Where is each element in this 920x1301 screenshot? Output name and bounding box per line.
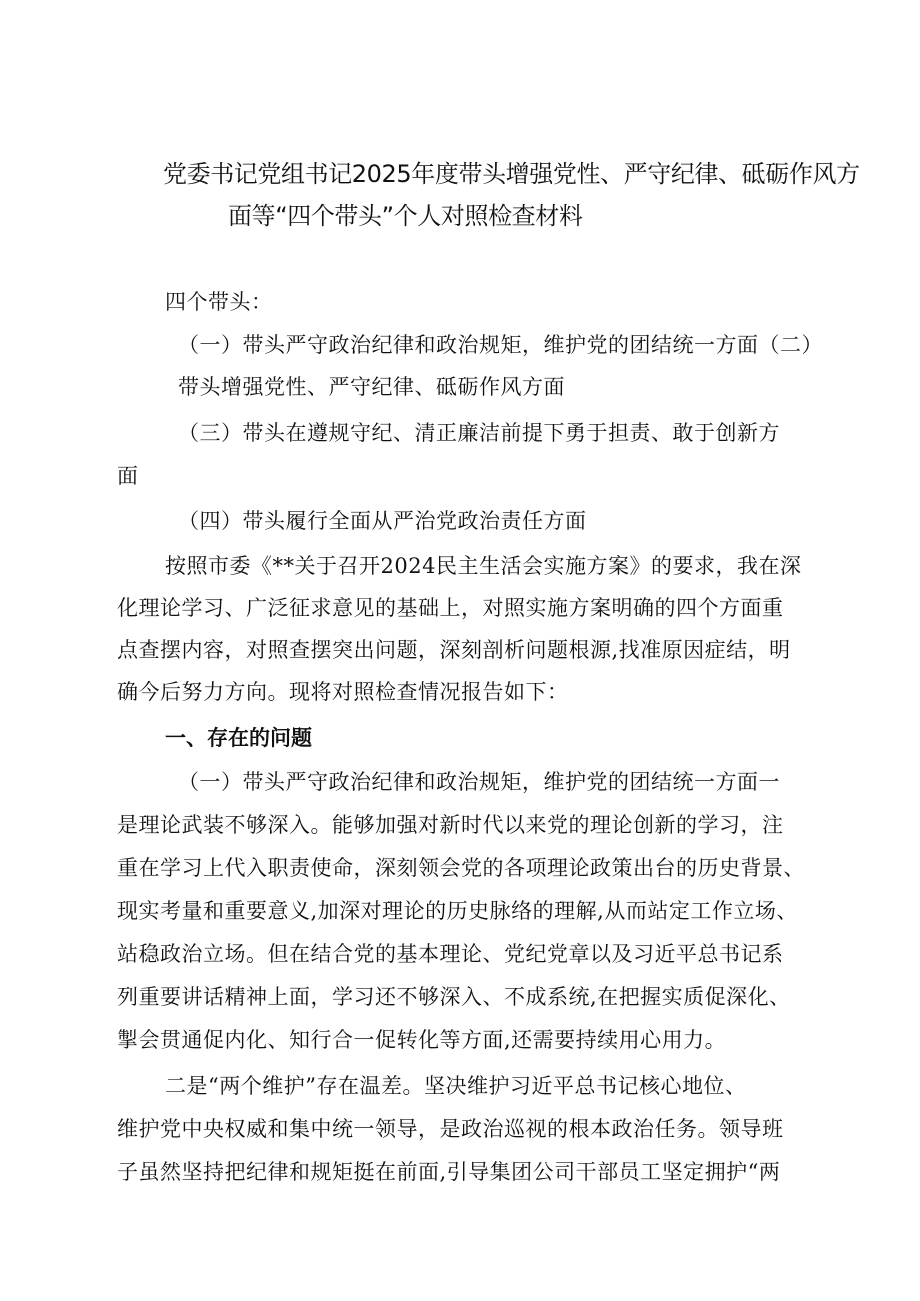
section1-para2-line-1: 二是“两个维护”存在温差。坚决维护习近平总书记核心地位、 bbox=[165, 1074, 747, 1098]
four-leads-label: 四个带头： bbox=[165, 290, 273, 314]
four-leads-item-3-continued: 面 bbox=[117, 464, 139, 488]
section1-para1-line-3: 重在学习上代入职责使命，深刻领会党的各项理论政策出台的历史背景、 bbox=[117, 856, 805, 880]
four-leads-item-4: （四）带头履行全面从严治党政治责任方面 bbox=[178, 509, 587, 533]
intro-line-4: 确今后努力方向。现将对照检查情况报告如下： bbox=[117, 680, 569, 704]
intro-line-3: 点查摆内容，对照查摆突出问题，深刻剖析问题根源,找准原因症结，明 bbox=[117, 638, 791, 662]
section1-para1-line-6: 列重要讲话精神上面，学习还不够深入、不成系统,在把握实质促深化、 bbox=[117, 985, 791, 1009]
section1-para1-line-2: 是理论武装不够深入。能够加强对新时代以来党的理论创新的学习，注 bbox=[117, 813, 784, 837]
section-heading-problems: 一、存在的问题 bbox=[165, 726, 312, 750]
section1-para2-line-3: 子虽然坚持把纪律和规矩挺在前面,引导集团公司干部员工坚定拥护“两 bbox=[117, 1160, 781, 1184]
four-leads-item-2: 带头增强党性、严守纪律、砥砺作风方面 bbox=[178, 375, 565, 399]
intro-line-1: 按照市委《**关于召开2024民主生活会实施方案》的要求，我在深 bbox=[165, 554, 802, 578]
section1-para1-line-1: （一）带头严守政治纪律和政治规矩，维护党的团结统一方面一 bbox=[178, 770, 780, 794]
document-title-line-1: 党委书记党组书记2025年度带头增强党性、严守纪律、砥砺作风方 bbox=[163, 160, 860, 188]
intro-line-2: 化理论学习、广泛征求意见的基础上，对照实施方案明确的四个方面重 bbox=[117, 596, 784, 620]
document-title-line-2: 面等“四个带头”个人对照检查材料 bbox=[228, 202, 583, 230]
section1-para1-line-4: 现实考量和重要意义,加深对理论的历史脉络的理解,从而站定工作立场、 bbox=[117, 899, 798, 923]
four-leads-item-3: （三）带头在遵规守纪、清正廉洁前提下勇于担责、敢于创新方 bbox=[178, 421, 780, 445]
four-leads-item-1: （一）带头严守政治纪律和政治规矩，维护党的团结统一方面（二） bbox=[178, 333, 823, 357]
section1-para2-line-2: 维护党中央权威和集中统一领导，是政治巡视的根本政治任务。领导班 bbox=[117, 1117, 784, 1141]
section1-para1-line-5: 站稳政治立场。但在结合党的基本理论、党纪党章以及习近平总书记系 bbox=[117, 942, 784, 966]
section1-para1-line-7: 掣会贯通促内化、知行合一促转化等方面,还需要持续用心用力。 bbox=[117, 1028, 727, 1052]
